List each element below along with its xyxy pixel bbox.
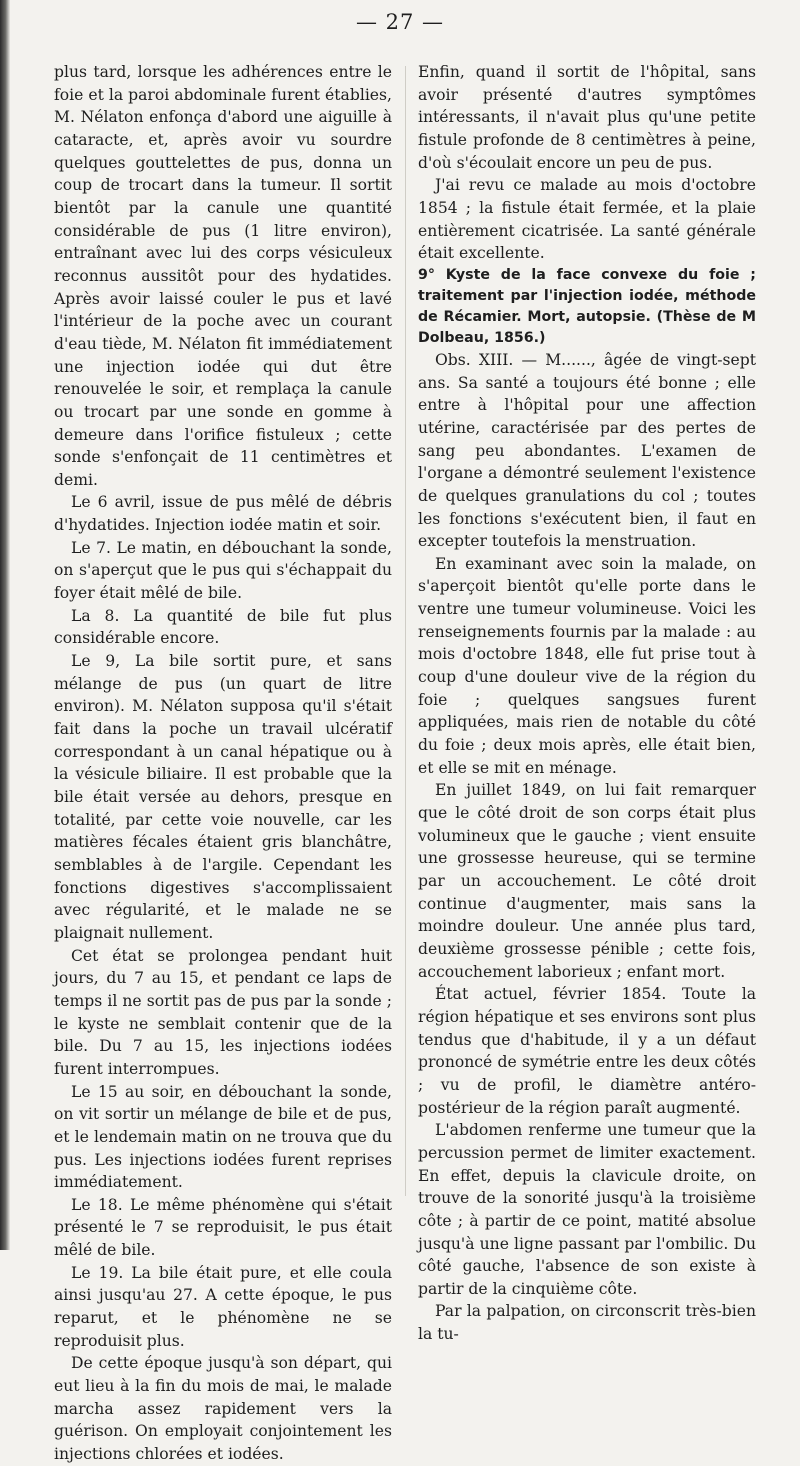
paragraph: Le 9, La bile sortit pure, et sans mélange de pus (un quart de litre environ). M. Nélaton supposa qu'il s'était fait dans la poche un travail ulcératif correspondant à un canal hépatique ou à la vésicule biliaire. Il est probable que la bile était versée au dehors, presque en totalité, par cette voie nouvelle, car les matières fécales étaient gris blanchâtre, semblables à de l'argile. Cependant les fonctions digestives s'accomplissaient avec régularité, et le malade ne se plaignait nullement. xyxy=(54,652,392,942)
left-column xyxy=(54,61,392,1466)
page-binding-edge xyxy=(0,0,10,1250)
paragraph: De cette époque jusqu'à son départ, qui eut lieu à la fin du mois de mai, le malade marcha assez rapidement vers la guérison. On employait conjointement les injections chlorées et iodées. xyxy=(54,1354,392,1464)
right-column-opening xyxy=(418,61,756,265)
paragraph: Le 7. Le matin, en débouchant la sonde, on s'aperçut que le pus qui s'échappait du foyer était mêlé de bile. xyxy=(54,538,392,603)
paragraph: La 8. La quantité de bile fut plus considérable encore. xyxy=(54,606,392,648)
section-heading: 9° Kyste de la face convexe du foie ; traitement par l'injection iodée, méthode de Récamier. Mort, autopsie. (Thèse de M Dolbeau, 1856.) xyxy=(418,266,756,346)
paragraph: État actuel, février 1854. Toute la région hépatique et ses environs sont plus tendus que d'habitude, il y a un défaut prononcé de symétrie entre les deux côtés ; vu de profil, le diamètre antéro-postérieur de la région paraît augmenté. xyxy=(418,985,756,1117)
paragraph: L'abdomen renferme une tumeur que la percussion permet de limiter exactement. En effet, depuis la clavicule droite, on trouve de la sonorité jusqu'à la troisième côte ; à partir de ce point, matité absolue jusqu'à une ligne passant par l'ombilic. Du côté gauche, l'absence de son existe à partir de la cinquième côte. xyxy=(418,1121,756,1298)
paragraph: Enfin, quand il sortit de l'hôpital, sans avoir présenté d'autres symptômes intéressants, il n'avait plus qu'une petite fistule profonde de 8 centimètres à peine, d'où s'écoulait encore un peu de pus. xyxy=(418,63,756,172)
paragraph: Le 15 au soir, en débouchant la sonde, on vit sortir un mélange de bile et de pus, et le lendemain matin on ne trouva que du pus. Les injections iodées furent reprises immédiatement. xyxy=(54,1082,392,1192)
paragraph: Par la palpation, on circonscrit très-bien la tu- xyxy=(418,1302,756,1344)
paragraph: En juillet 1849, on lui fait remarquer que le côté droit de son corps était plus volumineux que le gauche ; vient ensuite une grossesse heureuse, qui se termine par un accouchement. Le côté droit continue d'augmenter, mais sans la moindre douleur. Une année plus tard, deuxième grossesse pénible ; cette fois, accouchement laborieux ; enfant mort. xyxy=(418,781,756,981)
paragraph: Le 18. Le même phénomène qui s'était présenté le 7 se reproduisit, le pus était mêlé de bile. xyxy=(54,1195,392,1260)
paragraph: Le 19. La bile était pure, et elle coula ainsi jusqu'au 27. A cette époque, le pus reparut, et le phénomène ne se reproduisit plus. xyxy=(54,1263,392,1350)
page-number: — 27 — xyxy=(355,10,445,34)
column-divider xyxy=(405,66,406,1196)
paragraph: En examinant avec soin la malade, on s'aperçoit bientôt qu'elle porte dans le ventre une tumeur volumineuse. Voici les renseignements fournis par la malade : au mois d'octobre 1848, elle fut prise tout à coup d'une douleur vive de la région du foie ; quelques sangsues furent appliquées, mais rien de notable du côté du foie ; deux mois après, elle était bien, et elle se mit en ménage. xyxy=(418,554,756,777)
right-column-observation xyxy=(418,349,756,1346)
paragraph: J'ai revu ce malade au mois d'octobre 1854 ; la fistule était fermée, et la plaie entièrement cicatrisée. La santé générale était excellente. xyxy=(418,176,756,263)
paragraph: Le 6 avril, issue de pus mêlé de débris d'hydatides. Injection iodée matin et soir. xyxy=(54,493,392,535)
paragraph: plus tard, lorsque les adhérences entre le foie et la paroi abdominale furent établies, M. Nélaton enfonça d'abord une aiguille à cataracte, et, après avoir vu sourdre quelques gouttelettes de pus, donna un coup de trocart dans la tumeur. Il sortit bientôt par la canule une quantité considérable de pus (1 litre environ), entraînant avec lui des corps vésiculeux reconnus aussitôt pour des hydatides. Après avoir laissé couler le pus et lavé l'intérieur de la poche avec un courant d'eau tiède, M. Nélaton fit immédiatement une injection iodée qui dut être renouvelée le soir, et remplaça la canule ou trocart par une sonde en gomme à demeure dans l'orifice fistuleux ; cette sonde s'enfonçait de 11 centimètres et demi. xyxy=(54,63,392,489)
paragraph: Obs. XIII. — M......, âgée de vingt-sept ans. Sa santé a toujours été bonne ; elle entre à l'hôpital pour une affection utérine, caractérisée par des pertes de sang peu abondantes. L'examen de l'organe a démontré seulement l'existence de quelques granulations du col ; toutes les fonctions s'exécutent bien, il faut en excepter toutefois la menstruation. xyxy=(418,350,756,551)
right-column xyxy=(418,61,756,1346)
paragraph: Cet état se prolongea pendant huit jours, du 7 au 15, et pendant ce laps de temps il ne sortit pas de pus par la sonde ; le kyste ne semblait contenir que de la bile. Du 7 au 15, les injections iodées furent interrompues. xyxy=(54,946,392,1078)
